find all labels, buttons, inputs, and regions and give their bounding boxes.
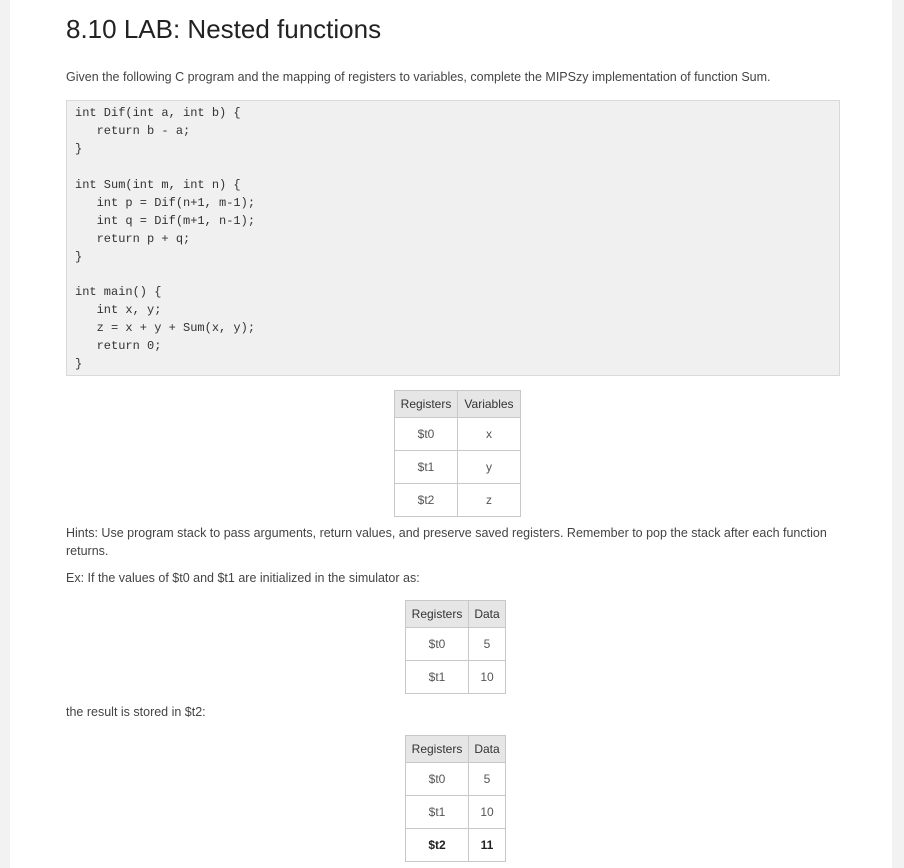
result-text: the result is stored in $t2:	[66, 705, 206, 719]
data-cell: 10	[469, 661, 506, 694]
table-row	[395, 418, 521, 451]
code-line: int main() {	[75, 285, 162, 299]
register-cell: $t2	[406, 829, 469, 862]
data-cell: 11	[469, 829, 506, 862]
variable-cell: x	[458, 418, 521, 451]
table-row	[406, 829, 506, 862]
register-cell: $t1	[395, 451, 458, 484]
table-row	[395, 484, 521, 517]
table-header: Variables	[458, 391, 521, 418]
code-line: }	[75, 357, 83, 371]
table-header: Registers	[406, 736, 469, 763]
intro-text: Given the following C program and the mapping of registers to variables, complete the MIPSzy implementation of function Sum.	[66, 70, 771, 84]
register-cell: $t0	[395, 418, 458, 451]
register-cell: $t1	[406, 661, 469, 694]
variable-cell: z	[458, 484, 521, 517]
data-cell: 5	[469, 763, 506, 796]
result-table	[405, 735, 506, 862]
table-header: Registers	[406, 601, 469, 628]
page-title: 8.10 LAB: Nested functions	[66, 14, 382, 44]
table-header: Registers	[395, 391, 458, 418]
code-line: }	[75, 250, 83, 264]
code-line: z = x + y + Sum(x, y);	[75, 321, 256, 335]
content-page	[10, 0, 892, 868]
register-cell: $t1	[406, 796, 469, 829]
table-row	[406, 796, 506, 829]
data-cell: 5	[469, 628, 506, 661]
register-cell: $t2	[395, 484, 458, 517]
register-cell: $t0	[406, 628, 469, 661]
variable-cell: y	[458, 451, 521, 484]
register-mapping-table	[394, 390, 521, 517]
initial-values-table	[405, 600, 506, 694]
code-line: int p = Dif(n+1, m-1);	[75, 196, 256, 210]
register-cell: $t0	[406, 763, 469, 796]
code-line: return 0;	[75, 339, 162, 353]
table-row	[406, 628, 506, 661]
code-line: return b - a;	[75, 124, 191, 138]
code-line: int x, y;	[75, 303, 162, 317]
example-text: Ex: If the values of $t0 and $t1 are initialized in the simulator as:	[66, 571, 420, 585]
code-line: int Dif(int a, int b) {	[75, 106, 241, 120]
table-row	[406, 661, 506, 694]
table-header: Data	[469, 736, 506, 763]
data-cell: 10	[469, 796, 506, 829]
table-header: Data	[469, 601, 506, 628]
table-row	[406, 763, 506, 796]
code-line: }	[75, 142, 83, 156]
hints-text: Hints: Use program stack to pass arguments, return values, and preserve saved registers. Remember to pop the stack after each function returns.	[66, 526, 827, 558]
code-line: return p + q;	[75, 232, 191, 246]
code-block	[66, 100, 840, 376]
code-line: int Sum(int m, int n) {	[75, 178, 241, 192]
code-line: int q = Dif(m+1, n-1);	[75, 214, 256, 228]
table-row	[395, 451, 521, 484]
